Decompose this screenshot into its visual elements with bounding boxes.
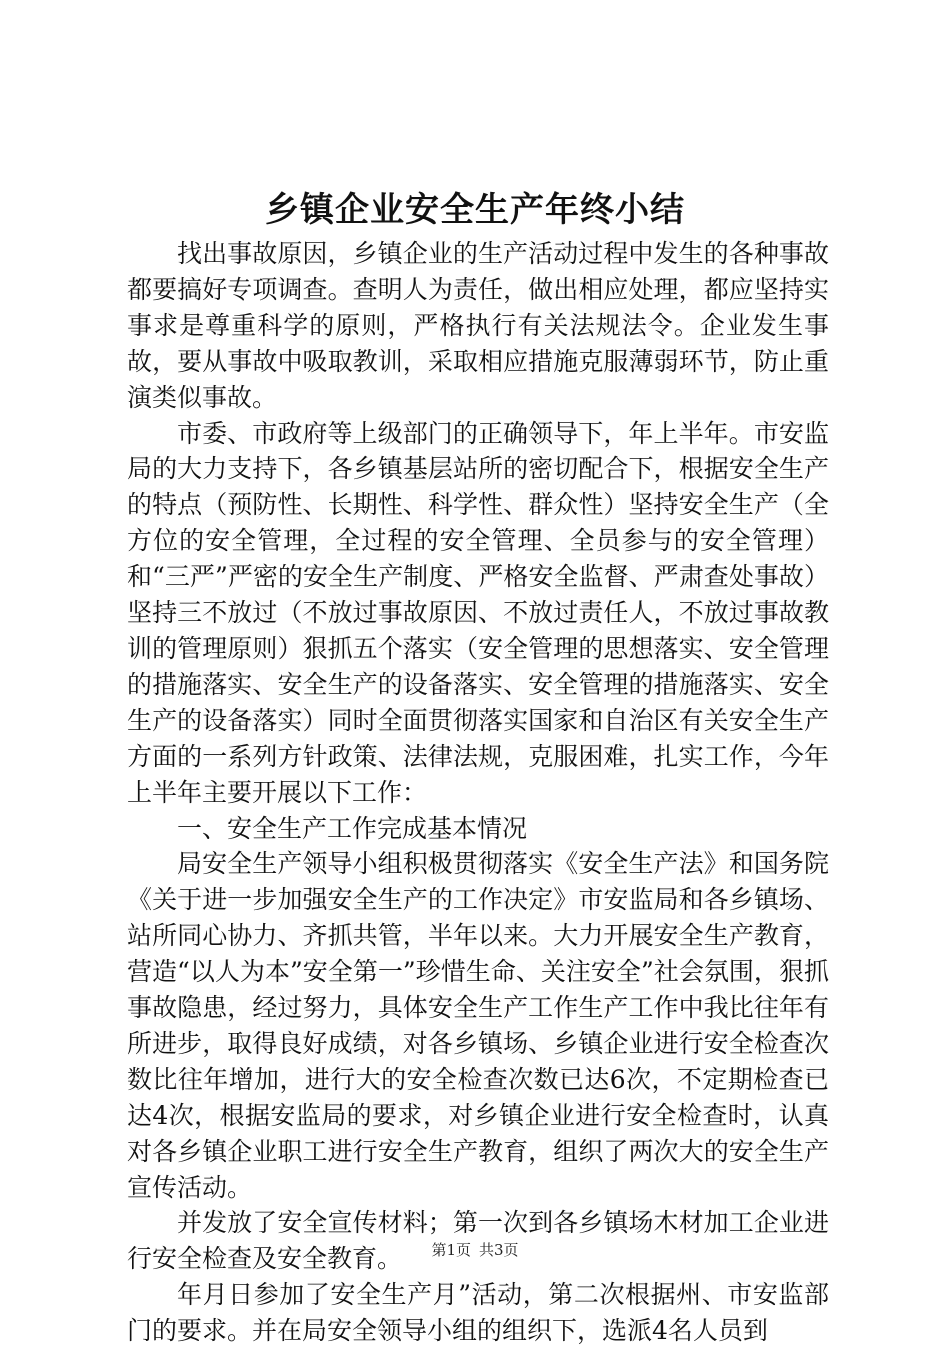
paragraph: 市委、市政府等上级部门的正确领导下，年上半年。市安监局的大力支持下，各乡镇基层站所的密切配合下，根据安全生产的特点（预防性、长期性、科学性、群众性）坚持安全生产（全方位的安全管理，全过程的安全管理、全员参与的安全管理）和“三严”严密的安全生产制度、严格安全监督、严肃查处事故）坚持三不放过（不放过事故原因、不放过责任人，不放过事故教训的管理原则）狠抓五个落实（安全管理的思想落实、安全管理的措施落实、安全生产的设备落实、安全管理的措施落实、安全生产的设备落实）同时全面贯彻落实国家和自治区有关安全生产方面的一系列方针政策、法律法规，克服困难，扎实工作，今年上半年主要开展以下工作： — [127, 418, 829, 807]
paragraph: 年月日参加了安全生产月”活动，第二次根据州、市安监部门的要求。并在局安全领导小组的组织下，选派4名人员到 — [127, 1280, 829, 1346]
section-heading: 一、安全生产工作完成基本情况 — [177, 813, 528, 843]
page-footer — [0, 1240, 950, 1260]
paragraph: 并发放了安全宣传材料；第一次到各乡镇场木材加工企业进行安全检查及安全教育。 — [127, 1208, 829, 1274]
page-total: 共3页 — [479, 1241, 519, 1259]
paragraph: 局安全生产领导小组积极贯彻落实《安全生产法》和国务院《关于进一步加强安全生产的工作决定》市安监局和各乡镇场、站所同心协力、齐抓共管，半年以来。大力开展安全生产教育，营造“以人为本”安全第一”珍惜生命、关注安全”社会氛围，狠抓事故隐患，经过努力，具体安全生产工作生产工作中我比往年有所进步，取得良好成绩，对各乡镇场、乡镇企业进行安全检查次数比往年增加，进行大的安全检查次数已达6次，不定期检查已达4次，根据安监局的要求，对乡镇企业进行安全检查时，认真对各乡镇企业职工进行安全生产教育，组织了两次大的安全生产宣传活动。 — [127, 849, 829, 1202]
document-title: 乡镇企业安全生产年终小结 — [265, 190, 685, 230]
document-body — [127, 236, 829, 1349]
paragraph: 找出事故原因，乡镇企业的生产活动过程中发生的各种事故都要搞好专项调查。查明人为责任，做出相应处理，都应坚持实事求是尊重科学的原则，严格执行有关法规法令。企业发生事故，要从事故中吸取教训，采取相应措施克服薄弱环节，防止重演类似事故。 — [127, 239, 829, 412]
page-number: 第1页 — [431, 1241, 471, 1259]
